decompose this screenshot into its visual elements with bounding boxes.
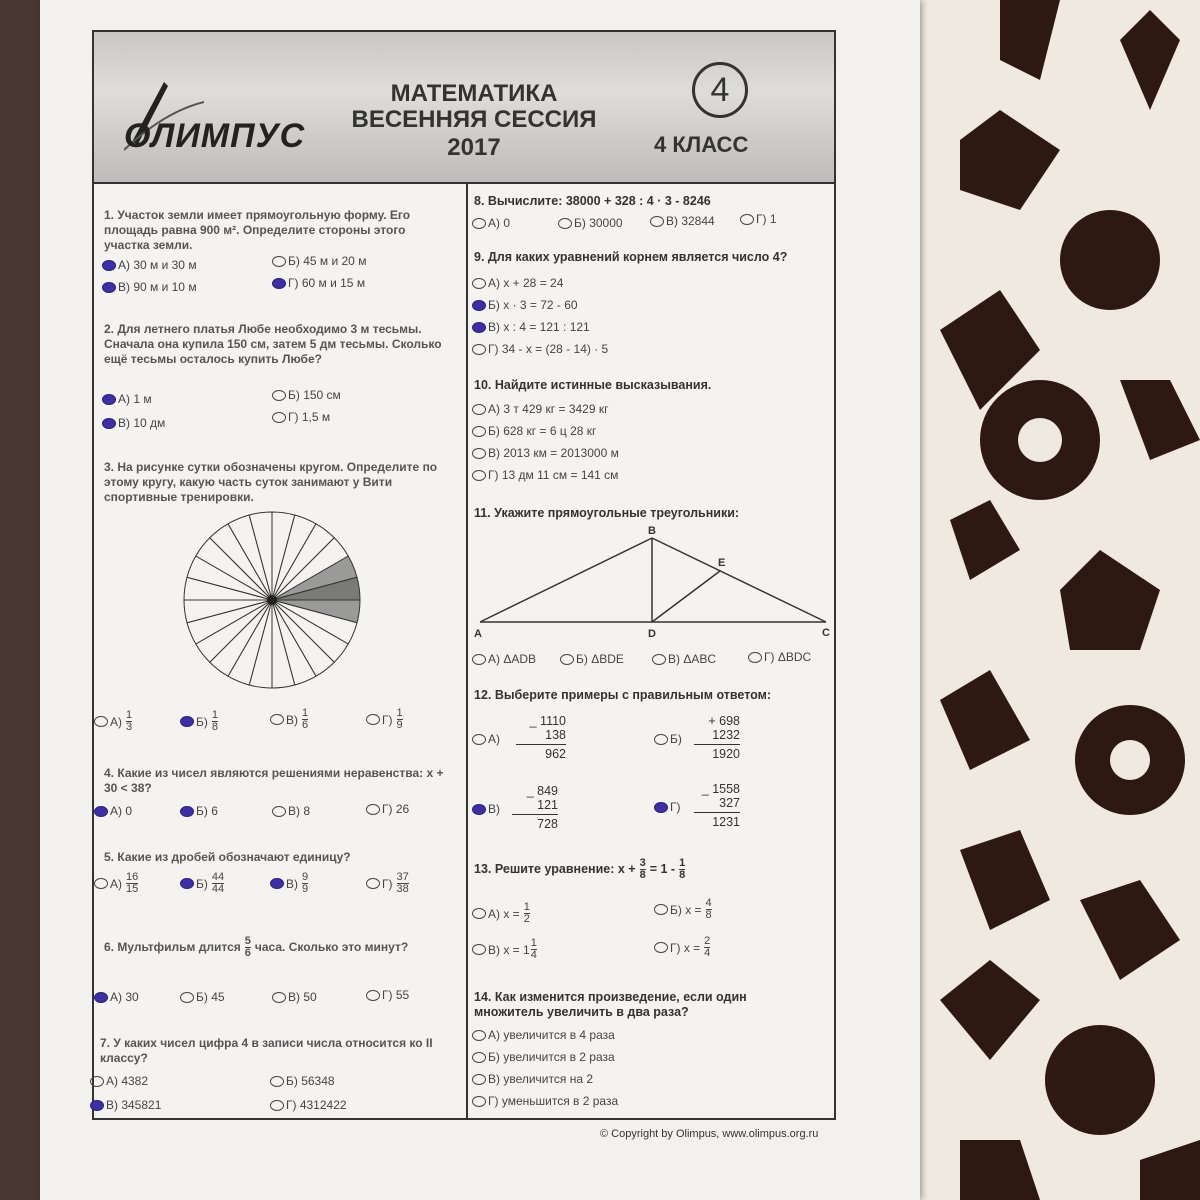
fraction: $\frac{1}{4}$ xyxy=(530,937,537,961)
q13-option-c[interactable]: В) x = 1 $\frac{1}{4}$ xyxy=(472,938,537,961)
answer-bubble[interactable] xyxy=(272,992,286,1003)
label-a: A xyxy=(474,628,482,640)
answer-bubble[interactable] xyxy=(650,216,664,227)
q6-option-a[interactable]: А) 30 xyxy=(94,990,139,1004)
question-4-text: 4. Какие из чисел являются решениями неравенства: x + 30 < 38? xyxy=(104,766,444,795)
q6-option-b[interactable]: Б) 45 xyxy=(180,990,225,1004)
answer-bubble[interactable] xyxy=(472,278,486,289)
answer-bubble[interactable] xyxy=(366,714,380,725)
question-5-text: 5. Какие из дробей обозначают единицу? xyxy=(104,850,351,864)
copyright-notice: © Copyright by Olimpus, www.olimpus.org.ru xyxy=(600,1128,819,1140)
q7-option-c[interactable]: В) 345821 xyxy=(90,1098,161,1112)
answer-bubble[interactable] xyxy=(472,344,486,355)
answer-bubble[interactable] xyxy=(270,714,284,725)
answer-bubble[interactable] xyxy=(272,278,286,289)
q11-option-c[interactable]: В) ΔABC xyxy=(652,652,716,666)
q5-option-b[interactable]: Б) $\frac{44}{44}$ xyxy=(180,872,224,895)
answer-bubble[interactable] xyxy=(472,908,486,919)
fraction: $\frac{1}{6}$ xyxy=(302,707,309,731)
q11-option-d[interactable]: Г) ΔBDC xyxy=(748,650,811,664)
answer-bubble[interactable] xyxy=(472,470,486,481)
q12-option-b[interactable]: Б) xyxy=(654,732,682,746)
answer-bubble[interactable] xyxy=(472,1096,486,1107)
answer-bubble[interactable] xyxy=(472,404,486,415)
question-14-text: 14. Как изменится произведение, если один множитель увеличить в два раза? xyxy=(474,990,747,1019)
question-6-text: 6. Мультфильм длится $\frac{5}{6}$ часа. Сколько это минут? xyxy=(104,935,409,959)
session-title: ВЕСЕННЯЯ СЕССИЯ xyxy=(351,106,597,133)
q12-option-c[interactable]: В) xyxy=(472,802,500,816)
fraction: $\frac{16}{15}$ xyxy=(126,871,139,895)
answer-bubble[interactable] xyxy=(94,878,108,889)
q12-calc-d: _ 1558 327 1231 xyxy=(694,782,740,829)
triangles-figure xyxy=(472,522,834,642)
answer-bubble[interactable] xyxy=(654,802,668,813)
q4-option-a[interactable]: А) 0 xyxy=(94,804,132,818)
q3-option-b[interactable]: Б) $\frac{1}{8}$ xyxy=(180,710,218,733)
q3-option-d[interactable]: Г) $\frac{1}{9}$ xyxy=(366,708,403,731)
answer-bubble[interactable] xyxy=(558,218,572,229)
answer-bubble[interactable] xyxy=(102,260,116,271)
q10-option-a[interactable]: А) 3 т 429 кг = 3429 кг xyxy=(472,402,609,416)
answer-bubble[interactable] xyxy=(472,300,486,311)
q13-option-a[interactable]: А) x = $\frac{1}{2}$ xyxy=(472,902,530,925)
fraction: $\frac{3}{8}$ xyxy=(639,857,646,881)
q8-option-d[interactable]: Г) 1 xyxy=(740,212,777,226)
fraction: $\frac{5}{6}$ xyxy=(244,935,251,959)
label-e: E xyxy=(718,557,726,569)
segment-bc xyxy=(652,538,826,622)
q2-option-b[interactable]: Б) 150 см xyxy=(272,388,341,402)
q8-option-b[interactable]: Б) 30000 xyxy=(558,216,623,230)
logo-text: ОЛИМПУС xyxy=(124,117,306,155)
question-3-text: 3. На рисунке сутки обозначены кругом. Определите по этому кругу, какую часть суток занимают у Вити спортивные тренировки. xyxy=(104,460,438,504)
answer-bubble[interactable] xyxy=(472,1074,486,1085)
test-header xyxy=(94,32,834,184)
answer-bubble[interactable] xyxy=(560,654,574,665)
answer-bubble[interactable] xyxy=(90,1100,104,1111)
variant-number: 4 xyxy=(692,62,748,118)
q2-option-c[interactable]: В) 10 дм xyxy=(102,416,165,430)
answer-bubble[interactable] xyxy=(180,716,194,727)
circle-center xyxy=(267,595,277,605)
q6-option-d[interactable]: Г) 55 xyxy=(366,988,409,1002)
q4-option-b[interactable]: Б) 6 xyxy=(180,804,218,818)
fraction: $\frac{9}{9}$ xyxy=(302,871,309,895)
q3-option-c[interactable]: В) $\frac{1}{6}$ xyxy=(270,708,308,731)
q12-calc-c: _ 849 121 728 xyxy=(512,784,558,831)
q2-option-d[interactable]: Г) 1,5 м xyxy=(272,410,330,424)
subject-title: МАТЕМАТИКА xyxy=(390,80,558,107)
answer-bubble[interactable] xyxy=(94,716,108,727)
question-8-text: 8. Вычислите: 38000 + 328 : 4 · 3 - 8246 xyxy=(474,194,711,208)
answer-bubble[interactable] xyxy=(472,426,486,437)
fraction: $\frac{37}{38}$ xyxy=(396,871,409,895)
answer-bubble[interactable] xyxy=(652,654,666,665)
fraction: $\frac{1}{3}$ xyxy=(126,709,133,733)
q8-option-a[interactable]: А) 0 xyxy=(472,216,510,230)
q13-option-d[interactable]: Г) x = $\frac{2}{4}$ xyxy=(654,936,710,959)
question-1-text: 1. Участок земли имеет прямоугольную форму. Его площадь равна 900 м². Определите стороны этого участка земли. xyxy=(104,208,411,252)
label-b: B xyxy=(648,525,656,537)
q12-option-a[interactable]: А) xyxy=(472,732,500,746)
answer-bubble[interactable] xyxy=(180,992,194,1003)
q1-option-a[interactable]: А) 30 м и 30 м xyxy=(102,258,197,272)
answer-bubble[interactable] xyxy=(270,1100,284,1111)
q12-calc-b: + 698 1232 1920 xyxy=(694,714,740,761)
q1-option-b[interactable]: Б) 45 м и 20 м xyxy=(272,254,366,268)
answer-bubble[interactable] xyxy=(654,734,668,745)
q11-option-b[interactable]: Б) ΔBDE xyxy=(560,652,624,666)
q7-option-d[interactable]: Г) 4312422 xyxy=(270,1098,347,1112)
fraction: $\frac{4}{8}$ xyxy=(705,897,712,921)
test-sheet xyxy=(92,30,836,1120)
question-9-text: 9. Для каких уравнений корнем является число 4? xyxy=(474,250,788,264)
answer-bubble[interactable] xyxy=(472,654,486,665)
q5-option-a[interactable]: А) $\frac{16}{15}$ xyxy=(94,872,138,895)
q12-option-d[interactable]: Г) xyxy=(654,800,681,814)
q5-option-c[interactable]: В) $\frac{9}{9}$ xyxy=(270,872,308,895)
answer-bubble[interactable] xyxy=(654,904,668,915)
answer-bubble[interactable] xyxy=(472,804,486,815)
answer-bubble[interactable] xyxy=(102,418,116,429)
q2-option-a[interactable]: А) 1 м xyxy=(102,392,152,406)
fraction: $\frac{44}{44}$ xyxy=(211,871,225,895)
q12-calc-a: _ 1110 138 962 xyxy=(516,714,566,761)
q4-option-c[interactable]: В) 8 xyxy=(272,804,310,818)
answer-bubble[interactable] xyxy=(272,806,286,817)
q11-option-a[interactable]: А) ΔADB xyxy=(472,652,536,666)
answer-bubble[interactable] xyxy=(272,390,286,401)
label-d: D xyxy=(648,628,656,640)
question-2-text: 2. Для летнего платья Любе необходимо 3 м тесьмы. Сначала она купила 150 см, затем 5 дм тесьмы. Сколько ещё тесьмы осталось купить Любе? xyxy=(104,322,442,366)
q14-option-c[interactable]: В) увеличится на 2 xyxy=(472,1072,593,1086)
answer-bubble[interactable] xyxy=(272,412,286,423)
q8-option-c[interactable]: В) 32844 xyxy=(650,214,715,228)
answer-bubble[interactable] xyxy=(102,394,116,405)
answer-bubble[interactable] xyxy=(270,878,284,889)
question-12-text: 12. Выберите примеры с правильным ответом: xyxy=(474,688,772,702)
q6-option-c[interactable]: В) 50 xyxy=(272,990,317,1004)
answer-bubble[interactable] xyxy=(472,448,486,459)
grade-title: 4 КЛАСС xyxy=(654,132,749,157)
q9-option-b[interactable]: Б) x · 3 = 72 - 60 xyxy=(472,298,578,312)
answer-bubble[interactable] xyxy=(748,652,762,663)
q3-option-a[interactable]: А) $\frac{1}{3}$ xyxy=(94,710,132,733)
q14-option-a[interactable]: А) увеличится в 4 раза xyxy=(472,1028,615,1042)
answer-bubble[interactable] xyxy=(472,1030,486,1041)
year-title: 2017 xyxy=(447,134,501,161)
answer-bubble[interactable] xyxy=(366,804,380,815)
fraction: $\frac{2}{4}$ xyxy=(704,935,711,959)
answer-bubble[interactable] xyxy=(472,218,486,229)
column-divider xyxy=(466,182,468,1118)
answer-bubble[interactable] xyxy=(180,878,194,889)
q5-option-d[interactable]: Г) $\frac{37}{38}$ xyxy=(366,872,409,895)
q14-option-d[interactable]: Г) уменьшится в 2 раза xyxy=(472,1094,618,1108)
answer-bubble[interactable] xyxy=(366,990,380,1001)
answer-bubble[interactable] xyxy=(90,1076,104,1087)
question-10-text: 10. Найдите истинные высказывания. xyxy=(474,378,712,392)
q14-option-b[interactable]: Б) увеличится в 2 раза xyxy=(472,1050,615,1064)
q4-option-d[interactable]: Г) 26 xyxy=(366,802,409,816)
answer-bubble[interactable] xyxy=(180,806,194,817)
answer-bubble[interactable] xyxy=(472,322,486,333)
q1-option-d[interactable]: Г) 60 м и 15 м xyxy=(272,276,365,290)
q13-option-b[interactable]: Б) x = $\frac{4}{8}$ xyxy=(654,898,712,921)
q9-option-a[interactable]: А) x + 28 = 24 xyxy=(472,276,563,290)
q9-option-d[interactable]: Г) 34 - x = (28 - 14) · 5 xyxy=(472,342,608,356)
answer-bubble[interactable] xyxy=(94,992,108,1003)
answer-bubble[interactable] xyxy=(270,1076,284,1087)
answer-bubble[interactable] xyxy=(472,1052,486,1063)
q9-option-c[interactable]: В) x : 4 = 121 : 121 xyxy=(472,320,590,334)
q10-option-b[interactable]: Б) 628 кг = 6 ц 28 кг xyxy=(472,424,596,438)
question-13-text: 13. Решите уравнение: x + $\frac{3}{8}$ = 1 - $\frac{1}{8}$ xyxy=(474,857,686,881)
answer-bubble[interactable] xyxy=(94,806,108,817)
segment-de xyxy=(652,571,720,622)
q7-option-a[interactable]: А) 4382 xyxy=(90,1074,148,1088)
answer-bubble[interactable] xyxy=(102,282,116,293)
question-7-text: 7. У каких чисел цифра 4 в записи числа относится ко II классу? xyxy=(100,1036,433,1065)
label-c: C xyxy=(822,627,830,639)
fraction: $\frac{1}{9}$ xyxy=(396,707,403,731)
q10-option-c[interactable]: В) 2013 км = 2013000 м xyxy=(472,446,619,460)
answer-bubble[interactable] xyxy=(472,734,486,745)
answer-bubble[interactable] xyxy=(272,256,286,267)
answer-bubble[interactable] xyxy=(366,878,380,889)
fraction: $\frac{1}{8}$ xyxy=(211,709,218,733)
day-circle-figure xyxy=(180,508,364,692)
question-11-text: 11. Укажите прямоугольные треугольники: xyxy=(474,506,740,520)
answer-bubble[interactable] xyxy=(654,942,668,953)
fraction: $\frac{1}{8}$ xyxy=(679,857,686,881)
fraction: $\frac{1}{2}$ xyxy=(523,901,530,925)
answer-bubble[interactable] xyxy=(472,944,486,955)
segment-ab xyxy=(480,538,652,622)
q7-option-b[interactable]: Б) 56348 xyxy=(270,1074,335,1088)
answer-bubble[interactable] xyxy=(740,214,754,225)
q1-option-c[interactable]: В) 90 м и 10 м xyxy=(102,280,197,294)
q10-option-d[interactable]: Г) 13 дм 11 см = 141 см xyxy=(472,468,618,482)
